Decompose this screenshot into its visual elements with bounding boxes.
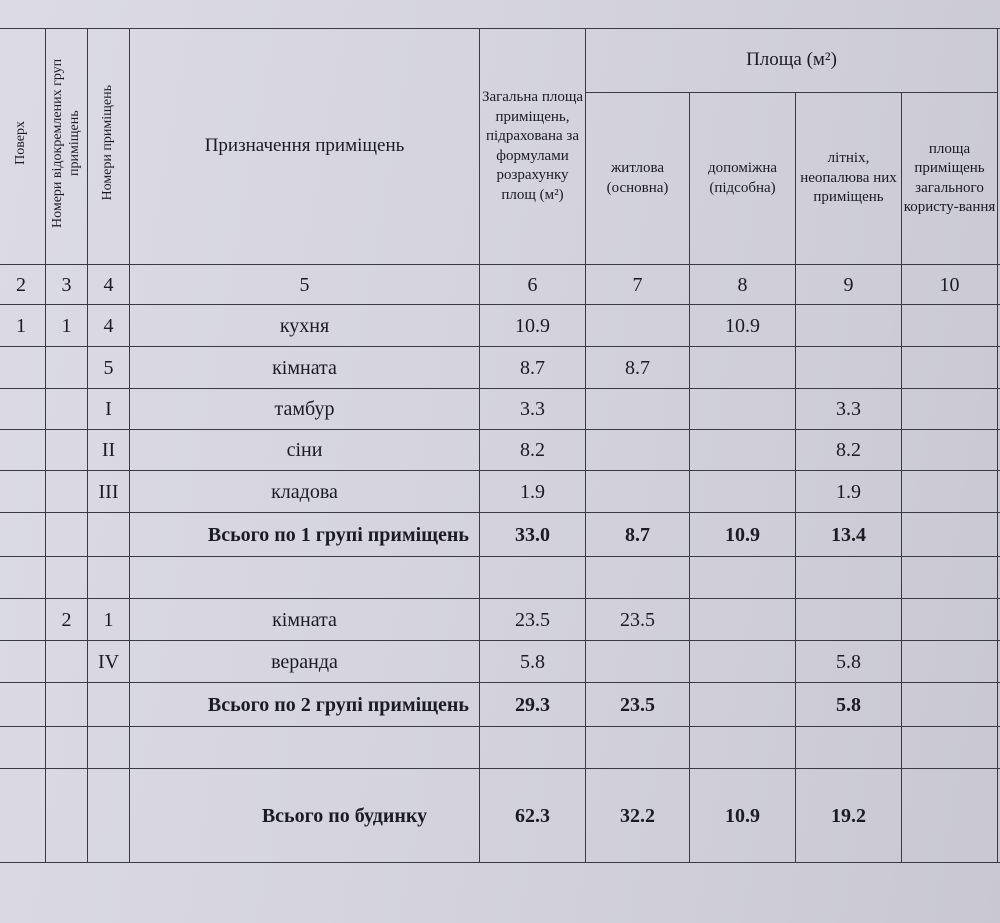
table-row: III кладова 1.9 1.9 — [0, 471, 1000, 513]
building-total-row: Всього по будинку 62.3 32.2 10.9 19.2 — [0, 769, 1000, 863]
header-group-numbers: Номери відокремлених груп приміщень — [46, 29, 88, 265]
col-num: 9 — [796, 265, 902, 305]
empty-row — [0, 727, 1000, 769]
group1-total-row: Всього по 1 групі приміщень 33.0 8.7 10.9 13.4 — [0, 513, 1000, 557]
col-num: 2 — [0, 265, 46, 305]
col-num: 4 — [88, 265, 130, 305]
group2-total-row: Всього по 2 групі приміщень 29.3 23.5 5.8 — [0, 683, 1000, 727]
group2-total-label: Всього по 2 групі приміщень — [130, 683, 480, 727]
col-num: 3 — [46, 265, 88, 305]
table-row: II сіни 8.2 8.2 — [0, 430, 1000, 471]
table-row: 1 1 4 кухня 10.9 10.9 — [0, 305, 1000, 347]
table-row: 2 1 кімната 23.5 23.5 — [0, 599, 1000, 641]
col-num: 5 — [130, 265, 480, 305]
col-num: 8 — [690, 265, 796, 305]
header-living: житлова (основна) — [586, 93, 690, 265]
col-num: 10 — [902, 265, 998, 305]
header-common: площа приміщень загального користу-вання — [902, 93, 998, 265]
header-row — [0, 29, 1000, 93]
header-purpose: Призначення приміщень — [130, 29, 480, 265]
header-room-numbers: Номери приміщень — [88, 29, 130, 265]
table-row: 5 кімната 8.7 8.7 — [0, 347, 1000, 389]
header-floor: Поверх — [0, 29, 46, 265]
col-num: 6 — [480, 265, 586, 305]
table-row: IV веранда 5.8 5.8 — [0, 641, 1000, 683]
empty-row — [0, 557, 1000, 599]
group1-total-label: Всього по 1 групі приміщень — [130, 513, 480, 557]
table-row: I тамбур 3.3 3.3 — [0, 389, 1000, 430]
header-total-area: Загальна площа приміщень, підрахована за формулами розрахунку площ (м²) — [480, 29, 586, 265]
building-total-label: Всього по будинку — [130, 769, 480, 863]
col-num: 7 — [586, 265, 690, 305]
column-numbers-row — [0, 265, 1000, 305]
header-auxiliary: допоміжна (підсобна) — [690, 93, 796, 265]
header-area-group: Площа (м²) — [586, 29, 998, 93]
room-area-table — [0, 28, 1000, 863]
header-summer: літніх, неопалюва них приміщень — [796, 93, 902, 265]
